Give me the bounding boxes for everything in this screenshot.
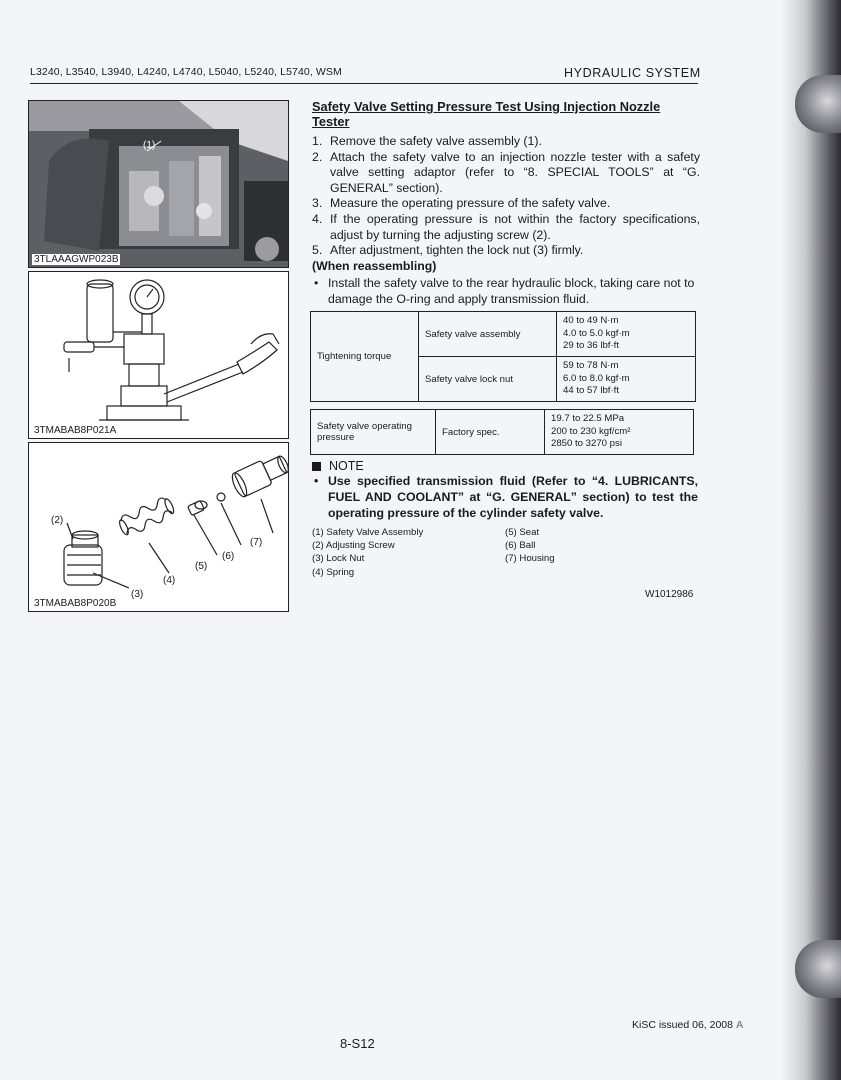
page-number: 8-S12 (340, 1036, 375, 1051)
figure3-label: 3TMABAB8P020B (34, 598, 117, 609)
step-number: 1. (312, 134, 323, 148)
figure-nozzle-tester-drawing (28, 271, 289, 439)
bullet-dot: • (314, 474, 319, 488)
issued-suffix: A (735, 1019, 744, 1031)
torque-value: 59 to 78 N·m (563, 360, 619, 372)
reassembling-bullet (314, 276, 700, 307)
callout-4: (4) (163, 575, 176, 586)
callout-5: (5) (195, 561, 208, 572)
pressure-values (545, 410, 694, 455)
pressure-value: 19.7 to 22.5 MPa (551, 413, 625, 425)
note-heading (312, 459, 364, 473)
legend-left (312, 526, 423, 579)
legend-item: (1) Safety Valve Assembly (312, 527, 424, 538)
legend-item: (2) Adjusting Screw (312, 540, 395, 552)
section-title: Safety Valve Setting Pressure Test Using Injection Nozzle Tester (312, 99, 661, 129)
step-item (312, 134, 700, 150)
callout-3: (3) (131, 589, 144, 600)
pressure-label: Safety valve operating pressure (311, 410, 436, 455)
step-number: 2. (312, 149, 323, 164)
procedure-steps (312, 134, 700, 259)
torque-value: 40 to 49 N·m (563, 315, 619, 327)
step-item (312, 243, 700, 259)
torque-item: Safety valve lock nut (419, 357, 557, 402)
legend-item: (3) Lock Nut (312, 553, 365, 565)
pressure-table (310, 409, 694, 455)
footer-issued (632, 1019, 744, 1031)
exploded-valve-illustration (29, 443, 288, 611)
figure-safety-valve-exploded (28, 442, 289, 612)
step-text: Measure the operating pressure of the safety valve. (330, 196, 611, 211)
torque-values (557, 312, 696, 357)
note-text: Use specified transmission fluid (Refer to “4. LUBRICANTS, FUEL AND COOLANT” at “G. GENERAL” section) to test the operating pressure of the cylinder safety valve. (328, 474, 698, 520)
torque-value: 4.0 to 5.0 kgf·m (563, 327, 630, 339)
pressure-value: 2850 to 3270 psi (551, 438, 622, 450)
header-models: L3240, L3540, L3940, L4240, L4740, L5040, L5240, L5740, WSM (30, 66, 342, 78)
step-item (312, 196, 700, 212)
step-text: Attach the safety valve to an injection nozzle tester with a safety valve setting adaptor (refer to “8. SPECIAL TOOLS” at “G. GENERAL” section). (330, 149, 700, 195)
step-number: 3. (312, 196, 323, 211)
callout-6: (6) (222, 551, 235, 562)
torque-value: 44 to 57 lbf·ft (563, 385, 619, 397)
step-item (312, 212, 700, 243)
document-code: W1012986 (645, 589, 694, 600)
step-number: 4. (312, 211, 323, 226)
reassembling-text: Install the safety valve to the rear hydraulic block, taking care not to damage the O-ring and apply transmission fluid. (328, 276, 695, 306)
torque-values (557, 357, 696, 402)
torque-label: Tightening torque (311, 312, 419, 402)
legend-item: (6) Ball (505, 540, 536, 552)
pressure-value: 200 to 230 kgf/cm² (551, 425, 631, 437)
fig1-callout: (1) (143, 140, 156, 151)
step-number: 5. (312, 243, 323, 258)
header-rule (30, 83, 698, 84)
step-text: If the operating pressure is not within the factory specifications, adjust by turning the adjusting screw (2). (330, 211, 700, 242)
figure1-label: 3TLAAAGWP023B (34, 254, 119, 265)
torque-table (310, 311, 696, 402)
torque-value: 6.0 to 8.0 kgf·m (563, 372, 630, 384)
legend-item: (4) Spring (312, 566, 355, 578)
step-text: Remove the safety valve assembly (1). (330, 134, 542, 148)
legend-right (505, 526, 555, 566)
torque-item: Safety valve assembly (419, 312, 557, 357)
torque-value: 29 to 36 lbf·ft (563, 340, 619, 352)
bullet-dot: • (314, 276, 319, 290)
nozzle-tester-illustration (29, 272, 288, 438)
issued-text: KiSC issued 06, 2008 (632, 1019, 733, 1031)
binder-ring-top (795, 75, 841, 133)
reassembling-heading: (When reassembling) (312, 259, 437, 273)
photo-illustration (29, 101, 288, 267)
pressure-spec: Factory spec. (436, 410, 545, 455)
figure2-label: 3TMABAB8P021A (34, 425, 117, 436)
callout-7: (7) (250, 537, 263, 548)
header-section: HYDRAULIC SYSTEM (564, 66, 701, 80)
legend-item: (7) Housing (505, 553, 555, 565)
page-edge-shadow (781, 0, 841, 1080)
figure-hydraulic-block-photo (28, 100, 289, 268)
binder-ring-bottom (795, 940, 841, 998)
callout-2: (2) (51, 515, 64, 526)
note-body (314, 473, 698, 521)
note-label: NOTE (329, 459, 364, 473)
step-item (312, 150, 700, 197)
note-square-icon (312, 462, 321, 471)
legend-item: (5) Seat (505, 527, 540, 538)
step-text: After adjustment, tighten the lock nut (3) firmly. (330, 243, 584, 258)
